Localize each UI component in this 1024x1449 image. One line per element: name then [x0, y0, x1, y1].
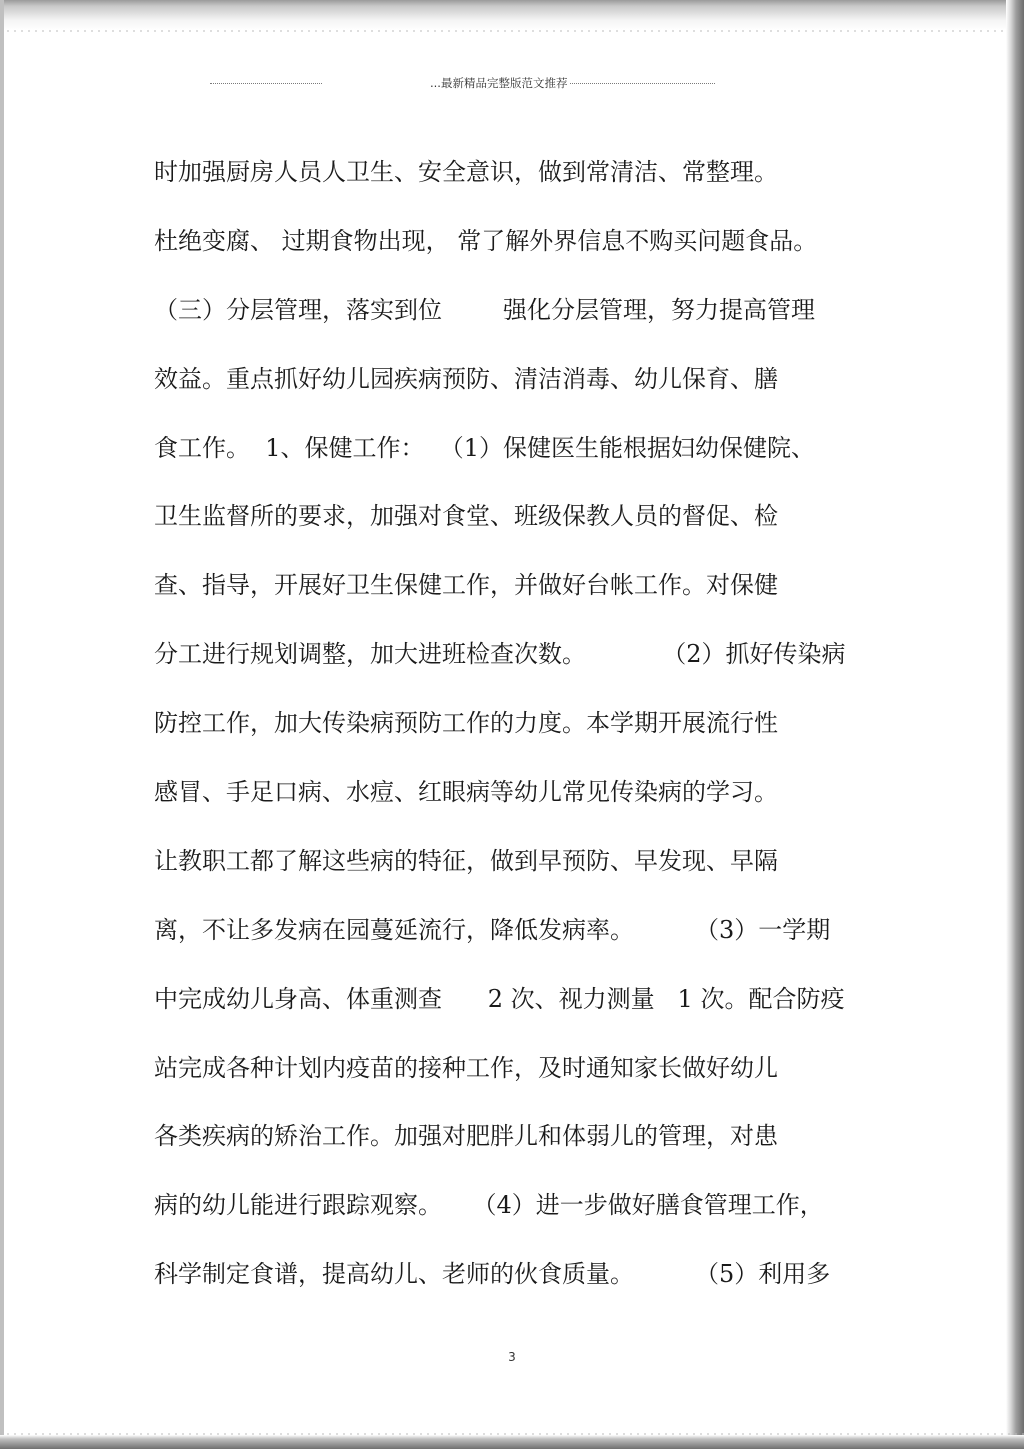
- body-text: [154, 138, 874, 1309]
- text-line: 站完成各种计划内疫苗的接种工作，及时通知家长做好幼儿: [154, 1053, 778, 1082]
- text-line: 时加强厨房人员人卫生、安全意识，做到常清洁、常整理。: [154, 158, 778, 186]
- text-line: 让教职工都了解这些病的特征，做到早预防、早发现、早隔: [154, 846, 778, 875]
- text-line: （三）分层管理，落实到位 强化分层管理，努力提高管理: [154, 295, 816, 324]
- text-line: 食工作。 1、保健工作： （1）保健医生能根据妇幼保健院、: [154, 433, 816, 462]
- text-line: 查、指导，开展好卫生保健工作，并做好台帐工作。对保健: [154, 571, 778, 600]
- scan-top-noise: [0, 30, 1024, 32]
- text-line: 防控工作，加大传染病预防工作的力度。本学期开展流行性: [154, 709, 778, 738]
- page-header: [210, 73, 715, 93]
- text-line: 感冒、手足口病、水痘、红眼病等幼儿常见传染病的学习。: [154, 778, 778, 807]
- header-rule-left: [210, 83, 322, 84]
- scan-left-edge: [0, 0, 4, 1449]
- text-line: 病的幼儿能进行跟踪观察。 （4）进一步做好膳食管理工作，: [154, 1191, 824, 1220]
- text-line: 分工进行规划调整，加大进班检查次数。 （2）抓好传染病: [154, 640, 846, 669]
- text-line: 杜绝变腐、 过期食物出现， 常了解外界信息不购买问题食品。: [154, 226, 818, 255]
- text-line: 科学制定食谱，提高幼儿、老师的伙食质量。 （5）利用多: [154, 1260, 831, 1289]
- text-line: 中完成幼儿身高、体重测查 2 次、视力测量 1 次。配合防疫: [154, 984, 845, 1013]
- text-line: 效益。重点抓好幼儿园疾病预防、清洁消毒、幼儿保育、膳: [154, 364, 778, 393]
- header-title: ...最新精品完整版范文推荐: [430, 76, 568, 90]
- text-line: 卫生监督所的要求，加强对食堂、班级保教人员的督促、检: [154, 502, 778, 531]
- text-line: 离，不让多发病在园蔓延流行，降低发病率。 （3）一学期: [154, 915, 831, 944]
- scan-top-edge: [0, 0, 1024, 30]
- scan-right-edge: [1006, 0, 1024, 1449]
- header-rule-right: [570, 83, 715, 84]
- scan-bottom-edge: [0, 1435, 1024, 1449]
- page-number: 3: [508, 1350, 516, 1364]
- text-line: 各类疾病的矫治工作。加强对肥胖儿和体弱儿的管理，对患: [154, 1122, 778, 1151]
